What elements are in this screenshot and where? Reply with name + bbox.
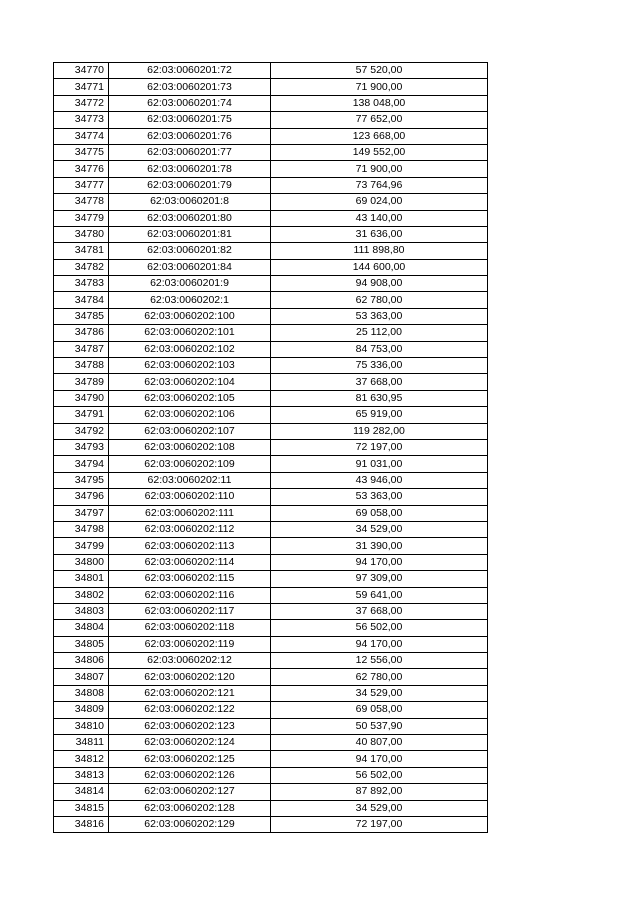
table-row — [54, 63, 488, 79]
row-number-cell: 34791 — [54, 407, 109, 423]
table-row — [54, 112, 488, 128]
table-row — [54, 95, 488, 111]
cadastral-number-cell: 62:03:0060202:122 — [109, 702, 271, 718]
row-number-cell: 34789 — [54, 374, 109, 390]
table-row — [54, 538, 488, 554]
cadastral-value-cell: 65 919,00 — [271, 407, 488, 423]
table-row — [54, 554, 488, 570]
table-row — [54, 702, 488, 718]
table-row — [54, 243, 488, 259]
cadastral-number-cell: 62:03:0060201:81 — [109, 226, 271, 242]
cadastral-number-cell: 62:03:0060202:116 — [109, 587, 271, 603]
cadastral-value-cell: 91 031,00 — [271, 456, 488, 472]
row-number-cell: 34811 — [54, 735, 109, 751]
cadastral-number-cell: 62:03:0060202:117 — [109, 603, 271, 619]
table-row — [54, 653, 488, 669]
cadastral-number-cell: 62:03:0060202:11 — [109, 472, 271, 488]
table-row — [54, 669, 488, 685]
cadastral-number-cell: 62:03:0060202:108 — [109, 439, 271, 455]
cadastral-value-cell: 73 764,96 — [271, 177, 488, 193]
cadastral-value-cell: 69 058,00 — [271, 505, 488, 521]
cadastral-value-cell: 138 048,00 — [271, 95, 488, 111]
cadastral-value-cell: 37 668,00 — [271, 603, 488, 619]
cadastral-value-cell: 72 197,00 — [271, 439, 488, 455]
row-number-cell: 34796 — [54, 489, 109, 505]
cadastral-value-cell: 75 336,00 — [271, 358, 488, 374]
table-row — [54, 341, 488, 357]
row-number-cell: 34801 — [54, 571, 109, 587]
table-row — [54, 816, 488, 832]
table-row — [54, 636, 488, 652]
table-row — [54, 407, 488, 423]
table-row — [54, 587, 488, 603]
table-row — [54, 177, 488, 193]
cadastral-number-cell: 62:03:0060201:77 — [109, 144, 271, 160]
table-row — [54, 374, 488, 390]
cadastral-number-cell: 62:03:0060202:105 — [109, 390, 271, 406]
cadastral-number-cell: 62:03:0060201:76 — [109, 128, 271, 144]
cadastral-value-cell: 56 502,00 — [271, 767, 488, 783]
cadastral-value-cell: 149 552,00 — [271, 144, 488, 160]
row-number-cell: 34802 — [54, 587, 109, 603]
table-row — [54, 800, 488, 816]
table-row — [54, 308, 488, 324]
row-number-cell: 34774 — [54, 128, 109, 144]
table-row — [54, 144, 488, 160]
table-row — [54, 259, 488, 275]
table-row — [54, 161, 488, 177]
row-number-cell: 34773 — [54, 112, 109, 128]
cadastral-value-cell: 56 502,00 — [271, 620, 488, 636]
table-row — [54, 571, 488, 587]
row-number-cell: 34812 — [54, 751, 109, 767]
row-number-cell: 34816 — [54, 816, 109, 832]
table-row — [54, 751, 488, 767]
cadastral-value-cell: 34 529,00 — [271, 685, 488, 701]
cadastral-value-cell: 34 529,00 — [271, 521, 488, 537]
cadastral-value-cell: 94 170,00 — [271, 751, 488, 767]
cadastral-number-cell: 62:03:0060202:111 — [109, 505, 271, 521]
cadastral-number-cell: 62:03:0060202:1 — [109, 292, 271, 308]
table-row — [54, 292, 488, 308]
cadastral-number-cell: 62:03:0060202:104 — [109, 374, 271, 390]
cadastral-number-cell: 62:03:0060202:102 — [109, 341, 271, 357]
table-row — [54, 685, 488, 701]
cadastral-value-cell: 94 170,00 — [271, 554, 488, 570]
cadastral-number-cell: 62:03:0060202:100 — [109, 308, 271, 324]
cadastral-number-cell: 62:03:0060201:9 — [109, 276, 271, 292]
cadastral-value-cell: 84 753,00 — [271, 341, 488, 357]
row-number-cell: 34780 — [54, 226, 109, 242]
cadastral-number-cell: 62:03:0060201:8 — [109, 194, 271, 210]
cadastral-number-cell: 62:03:0060202:12 — [109, 653, 271, 669]
cadastral-number-cell: 62:03:0060202:119 — [109, 636, 271, 652]
table-row — [54, 603, 488, 619]
row-number-cell: 34815 — [54, 800, 109, 816]
cadastral-number-cell: 62:03:0060202:103 — [109, 358, 271, 374]
cadastral-value-cell: 97 309,00 — [271, 571, 488, 587]
table-row — [54, 390, 488, 406]
row-number-cell: 34783 — [54, 276, 109, 292]
cadastral-value-cell: 123 668,00 — [271, 128, 488, 144]
cadastral-number-cell: 62:03:0060201:84 — [109, 259, 271, 275]
cadastral-number-cell: 62:03:0060201:78 — [109, 161, 271, 177]
cadastral-value-cell: 77 652,00 — [271, 112, 488, 128]
cadastral-value-cell: 81 630,95 — [271, 390, 488, 406]
row-number-cell: 34778 — [54, 194, 109, 210]
cadastral-number-cell: 62:03:0060202:106 — [109, 407, 271, 423]
row-number-cell: 34798 — [54, 521, 109, 537]
row-number-cell: 34809 — [54, 702, 109, 718]
cadastral-number-cell: 62:03:0060201:74 — [109, 95, 271, 111]
table-row — [54, 767, 488, 783]
cadastral-value-cell: 43 140,00 — [271, 210, 488, 226]
table-row — [54, 79, 488, 95]
cadastral-value-cell: 71 900,00 — [271, 161, 488, 177]
cadastral-value-cell: 37 668,00 — [271, 374, 488, 390]
cadastral-value-cell: 50 537,90 — [271, 718, 488, 734]
row-number-cell: 34790 — [54, 390, 109, 406]
cadastral-number-cell: 62:03:0060202:120 — [109, 669, 271, 685]
table-row — [54, 456, 488, 472]
cadastral-value-cell: 57 520,00 — [271, 63, 488, 79]
table-row — [54, 521, 488, 537]
cadastral-value-cell: 59 641,00 — [271, 587, 488, 603]
table-row — [54, 226, 488, 242]
row-number-cell: 34786 — [54, 325, 109, 341]
cadastral-value-cell: 31 636,00 — [271, 226, 488, 242]
cadastral-value-cell: 87 892,00 — [271, 784, 488, 800]
cadastral-number-cell: 62:03:0060202:127 — [109, 784, 271, 800]
table-row — [54, 620, 488, 636]
cadastral-value-cell: 40 807,00 — [271, 735, 488, 751]
row-number-cell: 34804 — [54, 620, 109, 636]
cadastral-number-cell: 62:03:0060202:126 — [109, 767, 271, 783]
row-number-cell: 34807 — [54, 669, 109, 685]
row-number-cell: 34782 — [54, 259, 109, 275]
cadastral-number-cell: 62:03:0060202:101 — [109, 325, 271, 341]
cadastral-number-cell: 62:03:0060202:121 — [109, 685, 271, 701]
cadastral-number-cell: 62:03:0060201:80 — [109, 210, 271, 226]
row-number-cell: 34770 — [54, 63, 109, 79]
cadastral-value-cell: 94 170,00 — [271, 636, 488, 652]
cadastral-number-cell: 62:03:0060202:115 — [109, 571, 271, 587]
table-row — [54, 505, 488, 521]
cadastral-number-cell: 62:03:0060202:107 — [109, 423, 271, 439]
cadastral-number-cell: 62:03:0060202:123 — [109, 718, 271, 734]
cadastral-number-cell: 62:03:0060202:118 — [109, 620, 271, 636]
cadastral-number-cell: 62:03:0060202:113 — [109, 538, 271, 554]
cadastral-value-table — [53, 62, 488, 833]
cadastral-number-cell: 62:03:0060201:73 — [109, 79, 271, 95]
cadastral-number-cell: 62:03:0060202:110 — [109, 489, 271, 505]
row-number-cell: 34797 — [54, 505, 109, 521]
table-row — [54, 718, 488, 734]
table-row — [54, 439, 488, 455]
row-number-cell: 34777 — [54, 177, 109, 193]
row-number-cell: 34792 — [54, 423, 109, 439]
cadastral-value-cell: 34 529,00 — [271, 800, 488, 816]
cadastral-number-cell: 62:03:0060202:124 — [109, 735, 271, 751]
row-number-cell: 34772 — [54, 95, 109, 111]
row-number-cell: 34805 — [54, 636, 109, 652]
cadastral-value-cell: 31 390,00 — [271, 538, 488, 554]
row-number-cell: 34813 — [54, 767, 109, 783]
cadastral-value-cell: 72 197,00 — [271, 816, 488, 832]
row-number-cell: 34775 — [54, 144, 109, 160]
table-body — [54, 63, 488, 833]
cadastral-value-cell: 94 908,00 — [271, 276, 488, 292]
table-row — [54, 194, 488, 210]
row-number-cell: 34787 — [54, 341, 109, 357]
table-row — [54, 489, 488, 505]
cadastral-number-cell: 62:03:0060202:128 — [109, 800, 271, 816]
row-number-cell: 34799 — [54, 538, 109, 554]
row-number-cell: 34808 — [54, 685, 109, 701]
row-number-cell: 34776 — [54, 161, 109, 177]
table-row — [54, 784, 488, 800]
row-number-cell: 34810 — [54, 718, 109, 734]
cadastral-value-cell: 53 363,00 — [271, 489, 488, 505]
cadastral-value-cell: 62 780,00 — [271, 292, 488, 308]
cadastral-value-cell: 25 112,00 — [271, 325, 488, 341]
table-row — [54, 735, 488, 751]
row-number-cell: 34800 — [54, 554, 109, 570]
table-row — [54, 128, 488, 144]
cadastral-value-cell: 69 024,00 — [271, 194, 488, 210]
cadastral-value-cell: 111 898,80 — [271, 243, 488, 259]
cadastral-number-cell: 62:03:0060202:129 — [109, 816, 271, 832]
row-number-cell: 34784 — [54, 292, 109, 308]
cadastral-number-cell: 62:03:0060201:82 — [109, 243, 271, 259]
cadastral-value-cell: 69 058,00 — [271, 702, 488, 718]
row-number-cell: 34814 — [54, 784, 109, 800]
row-number-cell: 34793 — [54, 439, 109, 455]
row-number-cell: 34794 — [54, 456, 109, 472]
table-row — [54, 325, 488, 341]
table-row — [54, 423, 488, 439]
cadastral-number-cell: 62:03:0060202:114 — [109, 554, 271, 570]
cadastral-value-cell: 12 556,00 — [271, 653, 488, 669]
row-number-cell: 34779 — [54, 210, 109, 226]
cadastral-value-cell: 144 600,00 — [271, 259, 488, 275]
row-number-cell: 34785 — [54, 308, 109, 324]
cadastral-value-cell: 53 363,00 — [271, 308, 488, 324]
row-number-cell: 34781 — [54, 243, 109, 259]
cadastral-number-cell: 62:03:0060202:109 — [109, 456, 271, 472]
cadastral-value-cell: 62 780,00 — [271, 669, 488, 685]
cadastral-value-cell: 43 946,00 — [271, 472, 488, 488]
cadastral-number-cell: 62:03:0060202:125 — [109, 751, 271, 767]
row-number-cell: 34788 — [54, 358, 109, 374]
table-row — [54, 358, 488, 374]
cadastral-number-cell: 62:03:0060201:72 — [109, 63, 271, 79]
cadastral-value-cell: 71 900,00 — [271, 79, 488, 95]
row-number-cell: 34795 — [54, 472, 109, 488]
row-number-cell: 34771 — [54, 79, 109, 95]
cadastral-number-cell: 62:03:0060201:79 — [109, 177, 271, 193]
row-number-cell: 34803 — [54, 603, 109, 619]
table-row — [54, 210, 488, 226]
table-row — [54, 276, 488, 292]
cadastral-value-cell: 119 282,00 — [271, 423, 488, 439]
row-number-cell: 34806 — [54, 653, 109, 669]
table-row — [54, 472, 488, 488]
cadastral-number-cell: 62:03:0060201:75 — [109, 112, 271, 128]
cadastral-number-cell: 62:03:0060202:112 — [109, 521, 271, 537]
